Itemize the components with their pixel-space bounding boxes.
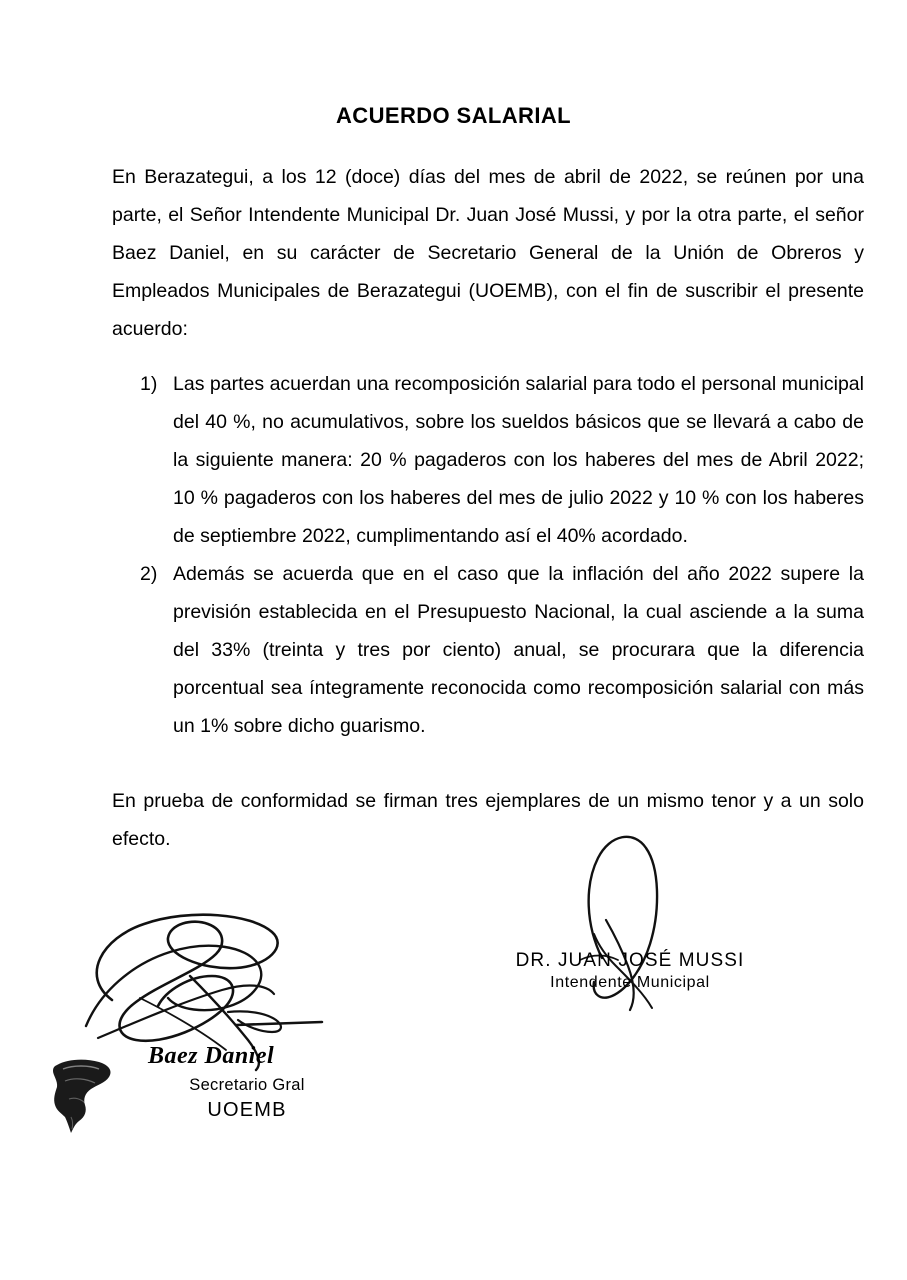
signature-role-right: Intendente Municipal (550, 974, 710, 991)
page-title: ACUERDO SALARIAL (336, 103, 571, 128)
clause-list (140, 365, 864, 745)
signature-organization-left: UOEMB (207, 1099, 287, 1121)
clause-marker: 2) (140, 563, 158, 585)
signature-area (0, 830, 907, 1121)
signature-block-left (40, 880, 370, 1121)
intro-paragraph-block (112, 158, 864, 348)
closing-paragraph: En prueba de conformidad se firman tres ejemplares de un mismo tenor y a un solo efecto. (112, 790, 864, 850)
south-america-map-icon (45, 1055, 117, 1133)
handwritten-signature-icon (480, 830, 780, 1030)
list-item (140, 555, 864, 745)
signature-role-left: Secretario Gral (189, 1076, 305, 1094)
list-item (140, 365, 864, 555)
signature-name-right: DR. JUAN JOSÉ MUSSI (515, 950, 745, 971)
signature-name-left: Baez Daniel (148, 1043, 275, 1069)
clause-marker: 1) (140, 373, 158, 395)
signature-block-right (480, 830, 780, 1060)
clause-text: Además se acuerda que en el caso que la inflación del año 2022 supere la previsión establecida en el Presupuesto Nacional, la cual asciende a la suma del 33% (treinta y tres por ciento) anual, se procurara que la diferencia porcentual sea íntegramente reconocida como recomposición salarial con más un 1% sobre dicho guarismo. (173, 563, 864, 737)
clause-text: Las partes acuerdan una recomposición salarial para todo el personal municipal del 40 %, no acumulativos, sobre los sueldos básicos que se llevará a cabo de la siguiente manera: 20 % pagaderos con los haberes del mes de Abril 2022; 10 % pagaderos con los haberes del mes de julio 2022 y 10 % con los haberes de septiembre 2022, cumplimentando así el 40% acordado. (173, 373, 864, 547)
intro-paragraph: En Berazategui, a los 12 (doce) días del mes de abril de 2022, se reúnen por una parte, el Señor Intendente Municipal Dr. Juan José Mussi, y por la otra parte, el señor Baez Daniel, en su carácter de Secretario General de la Unión de Obreros y Empleados Municipales de Berazategui (UOEMB), con el fin de suscribir el presente acuerdo: (112, 166, 864, 340)
